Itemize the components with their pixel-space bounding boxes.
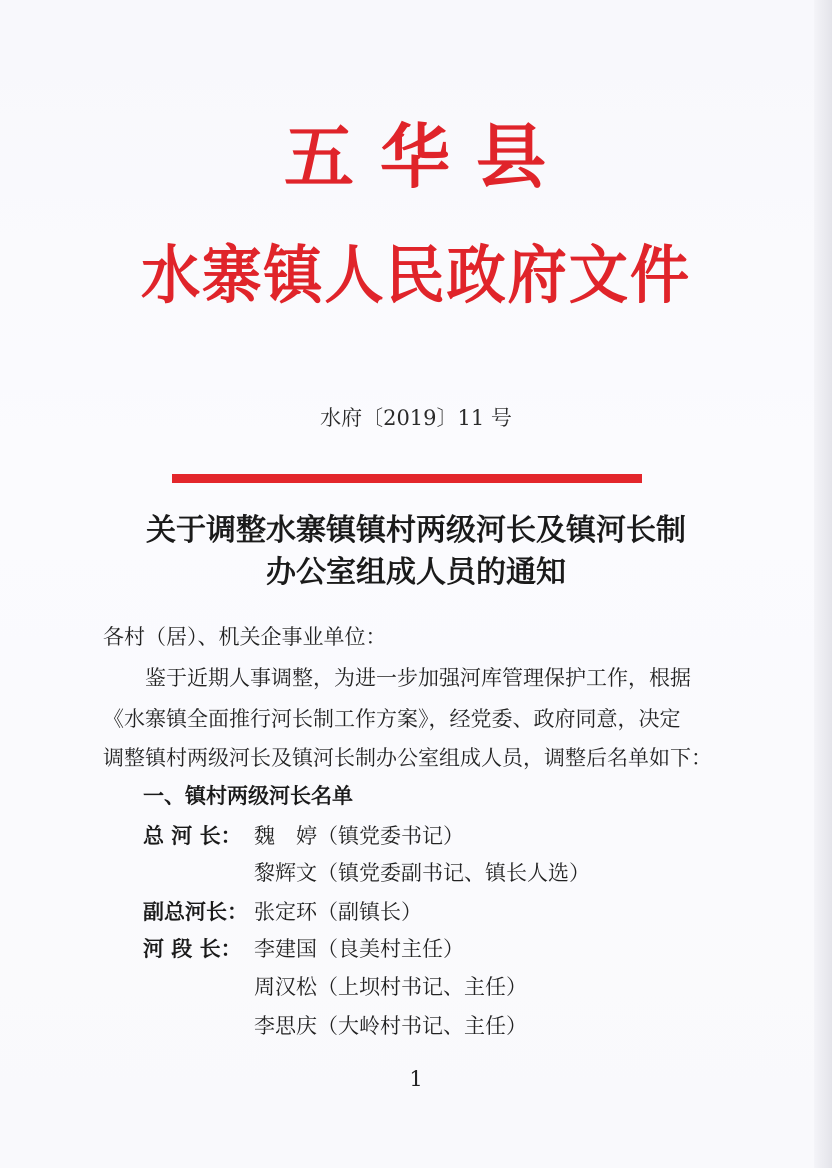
body-line-2: 《水寨镇全面推行河长制工作方案》，经党委、政府同意，决定: [103, 707, 681, 731]
chief-person-1: 魏 婷（镇党委书记）: [254, 824, 464, 848]
body-line-3: 调整镇村两级河长及镇河长制办公室组成人员，调整后名单如下：: [103, 746, 712, 770]
segment-person-1: 李建国（良美村主任）: [254, 937, 464, 961]
segment-person-3: 李思庆（大岭村书记、主任）: [254, 1014, 527, 1038]
notice-title-line-2: 办公室组成人员的通知: [266, 555, 566, 590]
segment-person-2: 周汉松（上坝村书记、主任）: [254, 975, 527, 999]
salutation: 各村（居）、机关企事业单位：: [103, 625, 387, 649]
role-segment-label: 河 段 长：: [143, 937, 242, 961]
notice-title-line-1: 关于调整水寨镇镇村两级河长及镇河长制: [146, 513, 686, 548]
chief-person-2: 黎辉文（镇党委副书记、镇长人选）: [254, 861, 590, 885]
section-heading-river-chiefs: 一、镇村两级河长名单: [143, 784, 353, 808]
role-chief-label: 总 河 长：: [143, 824, 242, 848]
issuer-county: 五华县: [284, 115, 572, 198]
issuer-title: 水寨镇人民政府文件: [141, 238, 691, 312]
document-number: 水府〔2019〕11 号: [320, 406, 512, 430]
red-separator-line: [172, 474, 642, 483]
body-line-1: 鉴于近期人事调整，为进一步加强河库管理保护工作，根据: [145, 666, 691, 690]
page-number: 1: [409, 1067, 423, 1091]
deputy-person-1: 张定环（副镇长）: [254, 900, 422, 924]
role-deputy-label: 副总河长：: [143, 900, 248, 924]
